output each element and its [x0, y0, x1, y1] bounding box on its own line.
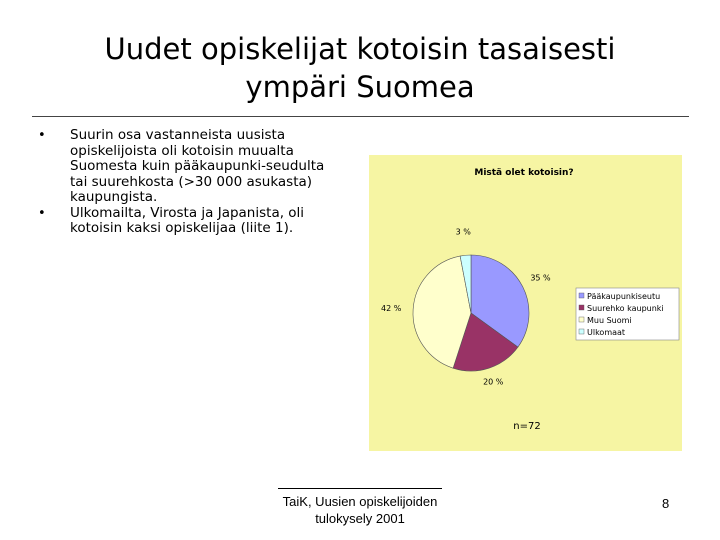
legend-swatch: [579, 329, 584, 334]
bullet-text: Ulkomailta, Virosta ja Japanista, oli kotoisin kaksi opiskelijaa (liite 1).: [70, 204, 305, 236]
legend-label: Muu Suomi: [587, 316, 632, 325]
slide-title-line-1: Uudet opiskelijat kotoisin tasaisesti: [104, 32, 616, 66]
pie-chart: [369, 155, 682, 451]
legend-label: Ulkomaat: [587, 328, 626, 337]
footer-source: [262, 488, 458, 527]
bullet-list: [38, 128, 338, 237]
slice-value-label: 20 %: [483, 377, 504, 387]
bullet-item: [38, 128, 338, 206]
legend-swatch: [579, 317, 584, 322]
slide-title: [40, 30, 680, 106]
legend-label: Suurehko kaupunki: [587, 304, 664, 313]
legend-label: Pääkaupunkiseutu: [587, 292, 661, 301]
bullet-item: [38, 206, 338, 237]
slide-title-line-2: ympäri Suomea: [245, 70, 475, 104]
bullet-text: Suurin osa vastanneista uusista opiskelijoista oli kotoisin muualta Suomesta kuin pääkaupunki-seudulta tai suurehkosta (>30 000 asukasta) kaupungista.: [70, 127, 325, 205]
slice-value-label: 35 %: [530, 273, 551, 283]
title-divider: [32, 116, 689, 117]
sample-size-note: n=72: [513, 421, 541, 432]
footer-source-line-1: TaiK, Uusien opiskelijoiden: [282, 494, 438, 509]
footer-divider: [278, 488, 442, 489]
bullet-dot-icon: •: [38, 128, 46, 143]
footer-source-line-2: tulokysely 2001: [315, 511, 405, 526]
chart-title: Mistä olet kotoisin?: [474, 168, 574, 178]
legend-swatch: [579, 293, 584, 298]
slice-value-label: 42 %: [380, 303, 402, 313]
pie-chart-panel: [369, 155, 682, 451]
page-number: 8: [662, 496, 670, 511]
legend-swatch: [579, 305, 584, 310]
slice-value-label: 3 %: [455, 227, 471, 237]
bullet-dot-icon: •: [38, 205, 46, 221]
